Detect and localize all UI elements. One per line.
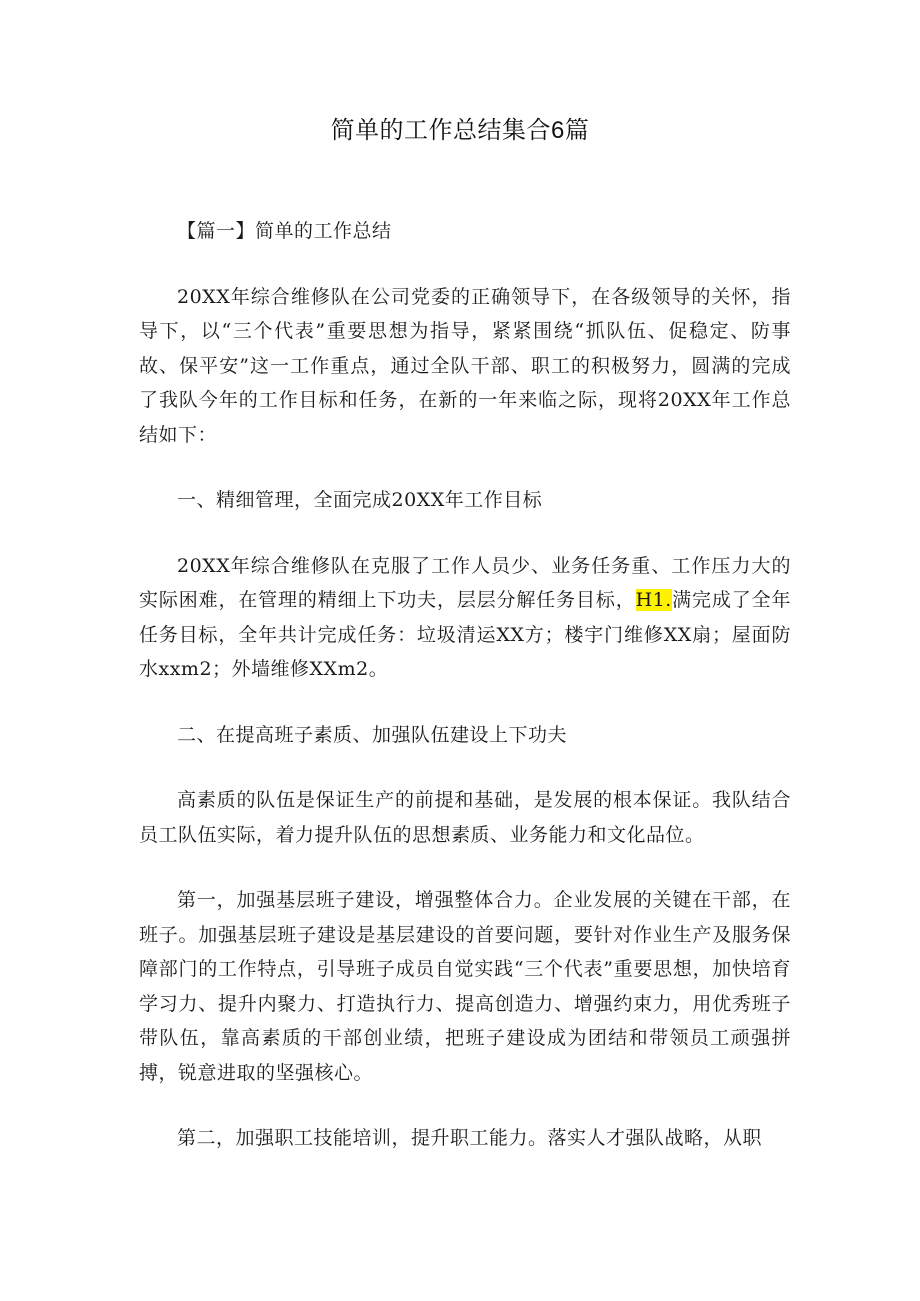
section-heading: 【篇一】简单的工作总结: [177, 220, 392, 242]
paragraph-four: 第二，加强职工技能培训，提升职工能力。落实人才强队战略，从职: [177, 1127, 763, 1149]
paragraph-one-text-a: 20XX年综合维修队在克服了工作人员少、业务任务重、工作压力大的实际困难，在管理的精细上下功夫，层层分解任务目标，: [139, 554, 791, 611]
paragraph-one-text-b: 满完成了全年任务目标，全年共计完成任务：垃圾清运XX方；楼宇门维修XX扇；屋面防水xxm2；外墙维修XXm2。: [139, 589, 791, 680]
document-body: [139, 214, 791, 1187]
heading-two: 二、在提高班子素质、加强队伍建设上下功夫: [177, 723, 568, 746]
highlighted-text: H1.: [635, 589, 672, 611]
paragraph-two: 高素质的队伍是保证生产的前提和基础，是发展的根本保证。我队结合员工队伍实际，着力提升队伍的思想素质、业务能力和文化品位。: [139, 789, 791, 846]
heading-one: 一、精细管理，全面完成20XX年工作目标: [177, 489, 543, 511]
document-title: 简单的工作总结集合6篇: [330, 117, 590, 144]
paragraph-one: [139, 549, 791, 687]
paragraph-three: 第一，加强基层班子建设，增强整体合力。企业发展的关键在干部，在班子。加强基层班子建设是基层建设的首要问题，要针对作业生产及服务保障部门的工作特点，引导班子成员自觉实践“三个代表”重要思想，加快培育学习力、提升内聚力、打造执行力、提高创造力、增强约束力，用优秀班子带队伍，靠高素质的干部创业绩，把班子建设成为团结和带领员工顽强拼搏，锐意进取的坚强核心。: [139, 889, 791, 1084]
intro-paragraph: 20XX年综合维修队在公司党委的正确领导下，在各级领导的关怀，指导下，以“三个代表”重要思想为指导，紧紧围绕“抓队伍、促稳定、防事故、保平安”这一工作重点，通过全队干部、职工的积极努力，圆满的完成了我队今年的工作目标和任务，在新的一年来临之际，现将20XX年工作总结如下：: [139, 285, 791, 446]
